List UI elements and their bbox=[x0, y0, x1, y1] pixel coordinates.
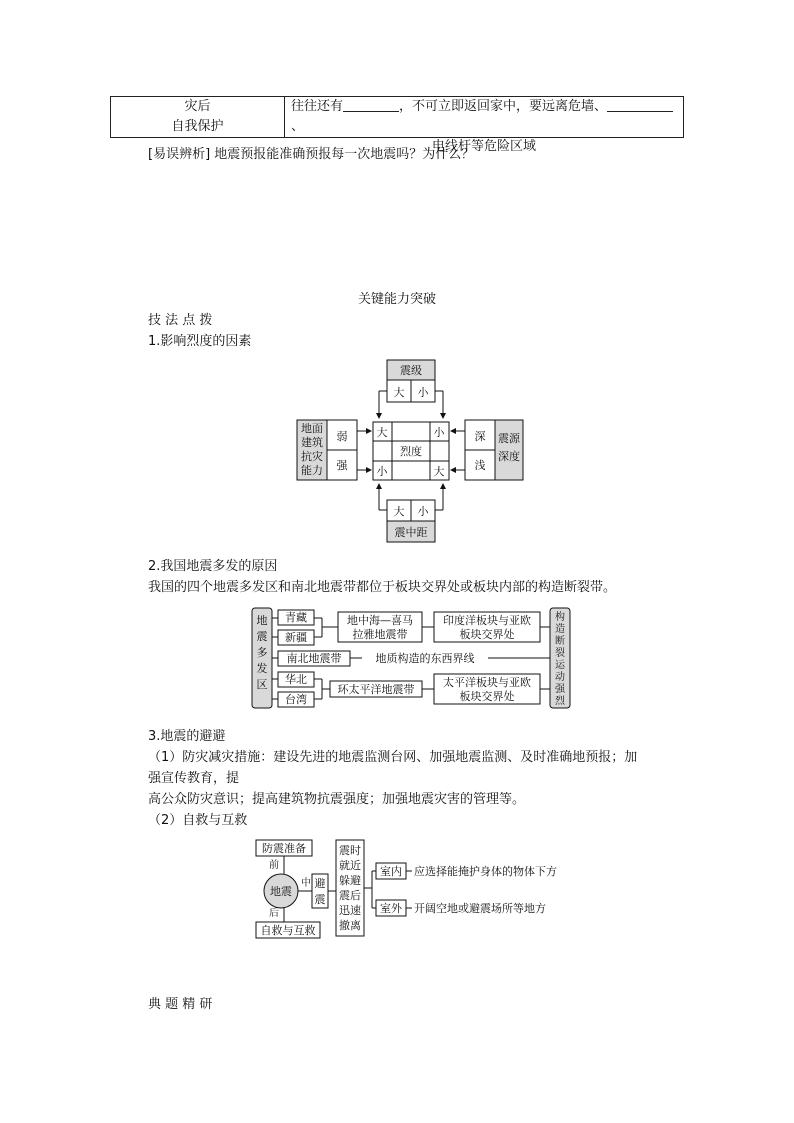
table-cell-category bbox=[111, 97, 285, 137]
intensity-tr: 小 bbox=[433, 426, 445, 439]
content-text-a: 往往还有 bbox=[291, 99, 344, 114]
intensity-bl: 小 bbox=[376, 465, 388, 478]
epicentral-distance-label: 震中距 bbox=[394, 526, 428, 539]
intensity-br: 大 bbox=[433, 465, 445, 478]
pacific-plate-line2: 板块交界处 bbox=[459, 690, 515, 703]
tall-line6: 撤离 bbox=[339, 919, 361, 932]
region-xinjiang: 新疆 bbox=[285, 631, 307, 644]
content-text-c: 、 bbox=[291, 119, 305, 134]
tall-line5: 迅速 bbox=[339, 904, 361, 917]
region-taiwan: 台湾 bbox=[285, 693, 307, 706]
magnitude-label: 震级 bbox=[400, 364, 422, 377]
magnitude-small: 小 bbox=[417, 386, 429, 399]
indoor-box: 室内 bbox=[380, 865, 402, 878]
distance-small: 小 bbox=[417, 505, 429, 518]
misconception-question: [易误辨析] 地震预报能准确预报每一次地震吗？为什么？ bbox=[148, 147, 475, 162]
item-2-text: 我国的四个地震多发区和南北地震带都位于板块交界处或板块内部的构造断裂带。 bbox=[148, 580, 617, 595]
item-2-title: 2.我国地震多发的原因 bbox=[148, 559, 278, 574]
building-strong: 强 bbox=[336, 459, 348, 472]
section-title: 关键能力突破 bbox=[357, 292, 436, 307]
building-line1: 地面 bbox=[301, 422, 323, 435]
pacific-belt: 环太平洋地震带 bbox=[337, 683, 415, 696]
item-3-p1b: 强宣传教育，提 bbox=[148, 771, 240, 786]
tall-line4: 震后 bbox=[339, 889, 361, 902]
indoor-advice: 应选择能掩护身体的物体下方 bbox=[414, 865, 557, 878]
pacific-plate-line1: 太平洋板块与亚欧 bbox=[443, 676, 531, 689]
fault-title-c6: 动 bbox=[555, 672, 565, 683]
self-rescue-diagram bbox=[254, 836, 584, 940]
building-line4: 能力 bbox=[301, 464, 323, 477]
depth-deep: 深 bbox=[474, 430, 486, 443]
intensity-label: 烈度 bbox=[400, 445, 422, 458]
self-and-mutual-rescue: 自救与互救 bbox=[260, 924, 316, 937]
earthquake-zones-diagram bbox=[250, 606, 572, 710]
fault-title-c1: 构 bbox=[555, 612, 565, 623]
zones-title-c1: 地 bbox=[256, 614, 268, 627]
med-himalaya-line2: 拉雅地震带 bbox=[352, 628, 408, 641]
table-content-line1 bbox=[285, 97, 683, 137]
avoid-c1: 避 bbox=[314, 877, 326, 890]
indian-plate-line1: 印度洋板块与亚欧 bbox=[443, 614, 531, 627]
table-content-line2: 电线杆等危险区域 bbox=[431, 139, 536, 154]
quake-preparation: 防震准备 bbox=[262, 842, 306, 855]
item-3-p2: （2）自救与互救 bbox=[148, 813, 248, 828]
item-1-title: 1.影响烈度的因素 bbox=[148, 334, 252, 349]
intensity-factors-diagram bbox=[295, 358, 527, 544]
zones-title-c5: 区 bbox=[256, 678, 268, 691]
outdoor-box: 室外 bbox=[380, 902, 402, 915]
table-cell-content bbox=[285, 97, 683, 154]
fault-title-c3: 断 bbox=[555, 636, 565, 647]
avoid-c2: 震 bbox=[314, 893, 326, 906]
region-qingzang: 青藏 bbox=[285, 611, 307, 624]
earthquake-node: 地震 bbox=[270, 885, 292, 898]
indian-plate-line2: 板块交界处 bbox=[459, 628, 515, 641]
heading-skills: 技 法 点 拨 bbox=[148, 313, 213, 328]
building-line2: 建筑 bbox=[301, 436, 323, 449]
table-cell-line1: 灾后 bbox=[184, 99, 211, 114]
fill-blank-1[interactable] bbox=[343, 98, 399, 112]
content-text-b: ，不可立即返回家中，要远离危墙、 bbox=[399, 99, 608, 114]
disaster-table bbox=[110, 96, 684, 154]
magnitude-large: 大 bbox=[393, 386, 405, 399]
fault-title-c5: 运 bbox=[555, 660, 565, 671]
before-label: 前 bbox=[269, 860, 279, 871]
depth-line1: 震源 bbox=[498, 432, 520, 445]
distance-large: 大 bbox=[393, 505, 405, 518]
depth-line2: 深度 bbox=[498, 450, 520, 463]
med-himalaya-line1: 地中海—喜马 bbox=[347, 614, 413, 627]
after-label: 后 bbox=[269, 908, 279, 919]
item-3-p1c: 高公众防灾意识；提高建筑物抗震强度；加强地震灾害的管理等。 bbox=[148, 792, 526, 807]
fault-title-c8: 烈 bbox=[555, 696, 565, 707]
table-cell-line2: 自我保护 bbox=[171, 119, 224, 134]
zones-title-c2: 震 bbox=[256, 630, 268, 643]
north-south-belt: 南北地震带 bbox=[286, 652, 342, 665]
tall-line3: 躲避 bbox=[339, 874, 361, 887]
item-3-title: 3.地震的避避 bbox=[148, 729, 226, 744]
tall-line2: 就近 bbox=[339, 859, 361, 872]
fault-title-c4: 裂 bbox=[555, 648, 565, 659]
zones-title-c3: 多 bbox=[256, 646, 268, 659]
fault-title-c7: 强 bbox=[555, 684, 565, 695]
building-weak: 弱 bbox=[336, 430, 348, 443]
depth-shallow: 浅 bbox=[474, 459, 486, 472]
outdoor-advice: 开阔空地或避震场所等地方 bbox=[414, 902, 546, 915]
zones-title-c4: 发 bbox=[256, 662, 268, 675]
fill-blank-2[interactable] bbox=[607, 98, 673, 112]
item-3-p1a: （1）防灾减灾措施：建设先进的地震监测台网、加强地震监测、及时准确地预报；加 bbox=[148, 750, 638, 765]
east-west-boundary: 地质构造的东西界线 bbox=[375, 652, 475, 665]
region-huabei: 华北 bbox=[285, 673, 307, 686]
building-line3: 抗灾 bbox=[301, 450, 323, 463]
during-label: 中 bbox=[301, 878, 311, 889]
fault-title-c2: 造 bbox=[555, 624, 565, 635]
tall-line1: 震时 bbox=[339, 844, 361, 857]
heading-examples: 典 题 精 研 bbox=[148, 997, 213, 1012]
intensity-tl: 大 bbox=[376, 426, 388, 439]
